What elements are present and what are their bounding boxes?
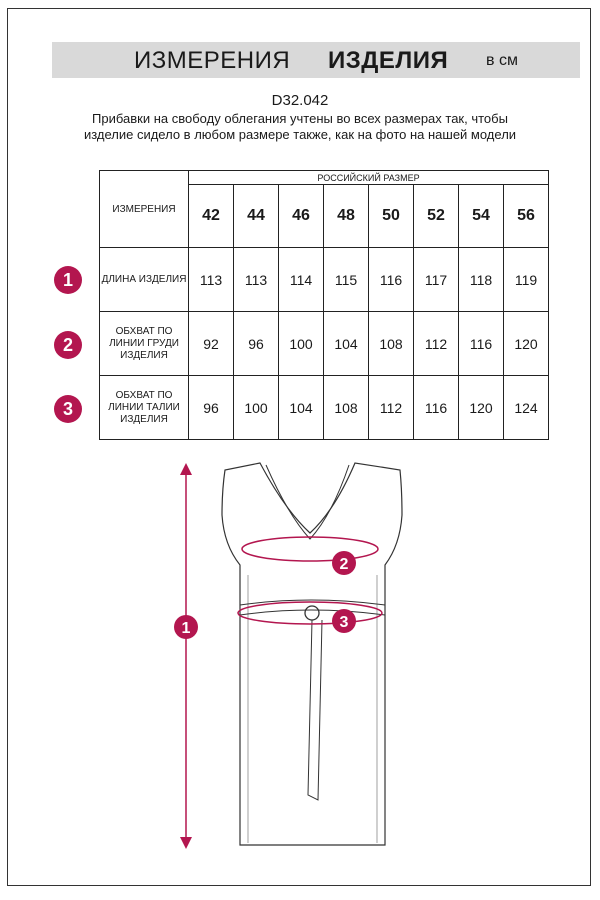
table-cell: 113 (234, 248, 279, 312)
table-cell: 114 (279, 248, 324, 312)
fit-note: Прибавки на свободу облегания учтены во всех размерах так, чтобы изделие сидело в любом размере также, как на фото на нашей модели (83, 111, 517, 142)
belt-tie (308, 620, 322, 800)
header-unit: в см (486, 52, 518, 69)
header-title-measurements: ИЗМЕРЕНИЯ (134, 47, 291, 74)
table-cell: 116 (369, 248, 414, 312)
table-row-waist (100, 376, 549, 440)
product-code: D32.042 (271, 92, 329, 109)
table-cell: 119 (504, 248, 549, 312)
table-cell: 96 (189, 376, 234, 440)
table-cell: 100 (279, 312, 324, 376)
size-header: 46 (279, 185, 324, 248)
size-system-header: РОССИЙСКИЙ РАЗМЕР (189, 171, 549, 185)
dress-diagram (150, 455, 410, 855)
size-header: 56 (504, 185, 549, 248)
table-cell: 120 (459, 376, 504, 440)
row-number-badge-2: 2 (54, 331, 82, 359)
header-title-garment: ИЗДЕЛИЯ (328, 47, 449, 74)
table-cell: 124 (504, 376, 549, 440)
table-header-row (100, 171, 549, 185)
table-cell: 117 (414, 248, 459, 312)
size-header: 52 (414, 185, 459, 248)
measure-header: ИЗМЕРЕНИЯ (100, 171, 189, 248)
table-cell: 112 (369, 376, 414, 440)
table-cell: 116 (414, 376, 459, 440)
table-cell: 120 (504, 312, 549, 376)
neckline-trim (266, 465, 349, 539)
chest-measure-ellipse (242, 537, 378, 561)
row-number-badge-3: 3 (54, 395, 82, 423)
table-cell: 108 (369, 312, 414, 376)
size-header: 48 (324, 185, 369, 248)
table-cell: 104 (324, 312, 369, 376)
dress-outline (222, 463, 402, 845)
row-label-length: ДЛИНА ИЗДЕЛИЯ (100, 248, 189, 312)
row-label-chest: ОБХВАТ ПО ЛИНИИ ГРУДИ ИЗДЕЛИЯ (100, 312, 189, 376)
marker-3-label: 3 (339, 614, 349, 631)
table-cell: 104 (279, 376, 324, 440)
table-cell: 100 (234, 376, 279, 440)
size-header: 42 (189, 185, 234, 248)
table-cell: 112 (414, 312, 459, 376)
belt-ring (305, 606, 319, 620)
marker-2-label: 2 (339, 556, 349, 573)
row-number-badge-1: 1 (54, 266, 82, 294)
row-label-waist: ОБХВАТ ПО ЛИНИИ ТАЛИИ ИЗДЕЛИЯ (100, 376, 189, 440)
table-cell: 96 (234, 312, 279, 376)
table-row-chest (100, 312, 549, 376)
table-cell: 115 (324, 248, 369, 312)
size-header: 44 (234, 185, 279, 248)
table-cell: 118 (459, 248, 504, 312)
size-header: 54 (459, 185, 504, 248)
table-row-length (100, 248, 549, 312)
table-cell: 116 (459, 312, 504, 376)
size-header: 50 (369, 185, 414, 248)
table-cell: 108 (324, 376, 369, 440)
marker-1-label: 1 (181, 620, 191, 637)
size-table (99, 170, 549, 440)
table-cell: 113 (189, 248, 234, 312)
table-cell: 92 (189, 312, 234, 376)
page-header (52, 42, 580, 78)
